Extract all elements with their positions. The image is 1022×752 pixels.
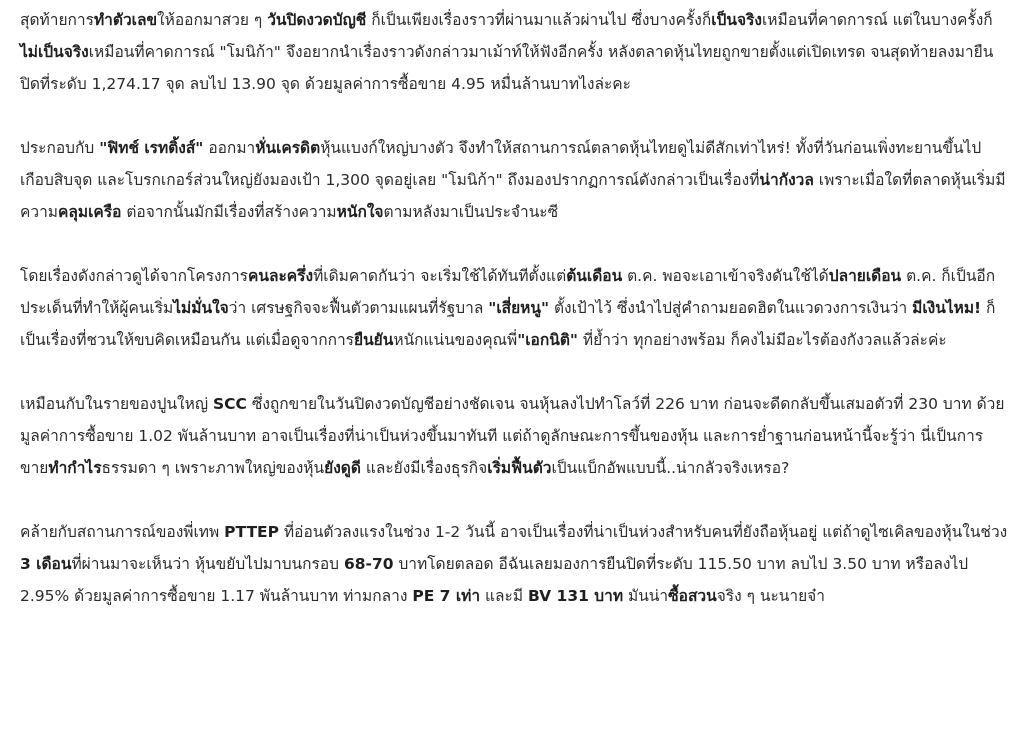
bold-segment: มีเงินไหม! [912,299,982,317]
bold-segment: เริ่มฟื้นตัว [487,459,552,477]
text-segment: ตามหลังมาเป็นประจำนะซี [383,203,559,221]
bold-segment: ซื้อสวน [668,587,717,605]
text-segment: ที่อ่อนตัวลงแรงในช่วง 1-2 วันนี้ อาจเป็นเรื่องที่น่าเป็นห่วงสำหรับคนที่ยังถือหุ้นอยู่ แต่ถ้าดูไซเคิลของหุ้นในช่วง [278,523,1008,541]
bold-segment: เป็นจริง [711,11,762,29]
text-segment: บาทโดยตลอด อีฉันเลยมองการยืนปิดที่ระดับ 115.50 บาท ลบไป 3.50 บาท หรือลงไป 2.95% ด้วยมูลค่าการซื้อขาย 1.17 พันล้านบาท ท่ามกลาง [20,555,969,605]
text-segment: โดยเรื่องดังกล่าวดูได้จากโครงการ [20,267,248,285]
bold-segment: BV 131 บาท [527,587,624,605]
text-segment: หนักแน่นของคุณพี่ [393,331,518,349]
text-segment: เหมือนกับในรายของปูนใหญ่ [20,395,213,413]
bold-segment: คลุมเครือ [58,203,122,221]
text-segment: ว่า เศรษฐกิจจะฟื้นตัวตามแผนที่รัฐบาล [228,299,489,317]
paragraph-2 [20,132,1008,228]
text-segment: หุ้นแบงก์ใหญ่บางตัว จึงทำให้สถานการณ์ตลาดหุ้นไทยดูไม่ดีสักเท่าไหร่! ทั้งที่วันก่อนเพิ่งทะยานขึ้นไปเกือบสิบจุด และโบรกเกอร์ส่วนใหญ่ยังมองเป้า 1,300 จุดอยู่เลย "โมนิก้า" ถึงมองปรากฏการณ์ดังกล่าวเป็นเรื่องที่ [20,139,982,189]
text-segment: และยังมีเรื่องธุรกิจ [360,459,488,477]
paragraph-3 [20,260,1008,356]
text-segment: ที่ผ่านมาจะเห็นว่า หุ้นขยับไปมาบนกรอบ [71,555,344,573]
text-segment: ธรรมดา ๆ เพราะภาพใหญ่ของหุ้น [101,459,325,477]
bold-segment: ไม่เป็นจริง [20,43,89,61]
bold-segment: "เสี่ยหนู" [488,299,550,317]
bold-segment: "เอกนิติ" [517,331,578,349]
bold-segment: น่ากังวล [759,171,814,189]
bold-segment: PTTEP [224,523,279,541]
text-segment: ก็เป็นเรื่องที่ชวนให้ขบคิดเหมือนกัน แต่เมื่อดูจากการ [20,299,996,349]
text-segment: ประกอบกับ [20,139,100,157]
text-segment: ก็เป็นเพียงเรื่องราวที่ผ่านมาแล้วผ่านไป ซึ่งบางครั้งก็ [366,11,712,29]
bold-segment: ยืนยัน [354,331,394,349]
text-segment: ที่ย้ำว่า ทุกอย่างพร้อม ก็คงไม่มีอะไรต้องกังวลแล้วล่ะค่ะ [578,331,947,349]
text-segment: เหมือนที่คาดการณ์ แต่ในบางครั้งก็ [761,11,993,29]
bold-segment: PE 7 เท่า [412,587,481,605]
text-segment: ออกมา [203,139,256,157]
text-segment: ที่เดิมคาดกันว่า จะเริ่มใช้ได้ทันทีตั้งแต่ [313,267,567,285]
text-segment: จริง ๆ นะนายจ๋า [716,587,825,605]
bold-segment: ทำกำไร [48,459,102,477]
bold-segment: คนละครึ่ง [248,267,314,285]
text-segment: ตั้งเป้าไว้ ซึ่งนำไปสู่คำถามยอดฮิตในแวดวงการเงินว่า [549,299,913,317]
bold-segment: ยังดูดี [324,459,361,477]
bold-segment: SCC [212,395,247,413]
text-segment: เป็นแบ็กอัพแบบนี้..น่ากลัวจริงเหรอ? [551,459,790,477]
bold-segment: วันปิดงวดบัญชี [267,11,367,29]
bold-segment: ทำตัวเลข [93,11,158,29]
text-segment: ให้ออกมาสวย ๆ [157,11,268,29]
bold-segment: 3 เดือน [20,555,72,573]
text-segment: มันน่า [623,587,669,605]
bold-segment: 68-70 [343,555,394,573]
text-segment: ซึ่งถูกขายในวันปิดงวดบัญชีอย่างชัดเจน จนหุ้นลงไปทำโลว์ที่ 226 บาท ก่อนจะดีดกลับขึ้นเสมอตัวที่ 230 บาท ด้วยมูลค่าการซื้อขาย 1.02 พันล้านบาท อาจเป็นเรื่องที่น่าเป็นห่วงขึ้นมาทันที แต่ถ้าดูลักษณะการขึ้นของหุ้น และการย่ำฐานก่อนหน้านี้จะรู้ว่า นี่เป็นการขาย [20,395,1005,477]
text-segment: ต.ค. ก็เป็นอีกประเด็นที่ทำให้ผู้คนเริ่ม [20,267,996,317]
text-segment: ต่อจากนั้นมักมีเรื่องที่สร้างความ [121,203,337,221]
bold-segment: ไม่มั่นใจ [173,299,229,317]
bold-segment: ต้นเดือน [566,267,623,285]
text-segment: ต.ค. พอจะเอาเข้าจริงดันใช้ได้ [622,267,829,285]
text-segment: คล้ายกับสถานการณ์ของพี่เทพ [20,523,225,541]
bold-segment: "ฟิทช์ เรทติ้งส์" [99,139,204,157]
paragraph-5 [20,516,1008,612]
text-segment: เหมือนที่คาดการณ์ "โมนิก้า" จึงอยากนำเรื่องราวดังกล่าวมาเม้าท์ให้ฟังอีกครั้ง หลังตลาดหุ้นไทยถูกขายตั้งแต่เปิดเทรด จนสุดท้ายลงมายืนปิดที่ระดับ 1,274.17 จุด ลบไป 13.90 จุด ด้วยมูลค่าการซื้อขาย 4.95 หมื่นล้านบาทไงล่ะคะ [20,43,994,93]
paragraph-4 [20,388,1008,484]
text-segment: และมี [480,587,528,605]
bold-segment: หั่นเครดิต [255,139,321,157]
text-segment: สุดท้ายการ [20,11,94,29]
bold-segment: หนักใจ [336,203,384,221]
text-segment: เพราะเมื่อใดที่ตลาดหุ้นเริ่มมีความ [20,171,1006,221]
bold-segment: ปลายเดือน [828,267,902,285]
paragraph-1 [20,4,1008,100]
